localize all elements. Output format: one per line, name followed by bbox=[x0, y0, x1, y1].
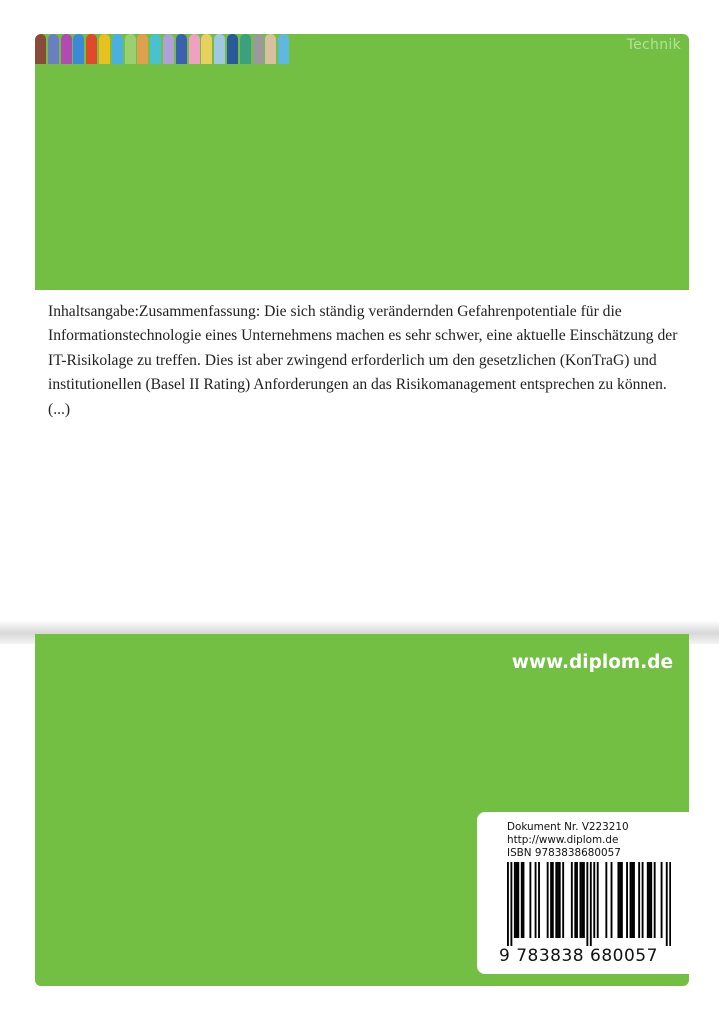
isbn-number: ISBN 9783838680057 bbox=[507, 847, 621, 860]
color-stripes bbox=[35, 34, 291, 64]
barcode-bar bbox=[642, 862, 644, 938]
document-url[interactable]: http://www.diplom.de bbox=[507, 834, 619, 847]
barcode-bar bbox=[529, 862, 531, 938]
blurb-text: Inhaltsangabe:Zusammenfassung: Die sich ständig verändernden Gefahrenpotentiale für die Informationstechnologie eines Unternehmens machen es sehr schwer, eine aktuelle Einschätzung der IT-Risikolage zu treffen. Dies ist aber zwingend erforderlich um den gesetzlichen (KonTraG) und institutionellen (Basel II Rating) Anforderungen an das Risikomanagement entsprechen zu können. (...) bbox=[48, 303, 678, 418]
category-label: Technik bbox=[626, 37, 681, 53]
barcode-bar bbox=[586, 862, 588, 946]
barcode-bar bbox=[521, 862, 523, 938]
color-stripe bbox=[201, 34, 212, 64]
barcode-bar bbox=[507, 862, 509, 946]
color-stripe bbox=[278, 34, 289, 64]
barcode-bar bbox=[650, 862, 652, 938]
barcode-bar bbox=[621, 862, 623, 938]
barcode-bar bbox=[654, 862, 656, 938]
barcode-bar bbox=[649, 862, 651, 938]
barcode-bar bbox=[510, 862, 512, 946]
barcode-bar bbox=[517, 862, 519, 938]
color-stripe bbox=[99, 34, 110, 64]
barcode-bar bbox=[555, 862, 557, 938]
barcode-bar bbox=[611, 862, 613, 938]
barcode-bar bbox=[562, 862, 564, 938]
barcode-bar bbox=[626, 862, 628, 938]
barcode-bar bbox=[631, 862, 633, 938]
barcode-bar bbox=[669, 862, 671, 946]
color-stripe bbox=[227, 34, 238, 64]
color-stripe bbox=[125, 34, 136, 64]
barcode-bar bbox=[617, 862, 619, 938]
barcode-bar bbox=[581, 862, 583, 938]
color-stripe bbox=[253, 34, 264, 64]
barcode-bar bbox=[576, 862, 578, 938]
barcode-image bbox=[507, 862, 671, 946]
color-stripe bbox=[265, 34, 276, 64]
barcode-bar bbox=[619, 862, 621, 938]
barcode-bar bbox=[633, 862, 635, 938]
isbn-label bbox=[477, 812, 689, 974]
barcode-bar bbox=[666, 862, 668, 946]
barcode-bar bbox=[597, 862, 599, 938]
barcode-bar bbox=[557, 862, 559, 938]
color-stripe bbox=[86, 34, 97, 64]
color-stripe bbox=[189, 34, 200, 64]
barcode-bar bbox=[535, 862, 537, 938]
color-stripe bbox=[112, 34, 123, 64]
barcode-bar bbox=[547, 862, 549, 938]
barcode-bar bbox=[647, 862, 649, 938]
barcode-bar bbox=[590, 862, 592, 946]
color-stripe bbox=[240, 34, 251, 64]
barcode-bar bbox=[661, 862, 663, 938]
barcode-digits: 9 783838 680057 bbox=[499, 946, 658, 966]
barcode-bar bbox=[571, 862, 573, 938]
barcode-bar bbox=[630, 862, 632, 938]
color-stripe bbox=[48, 34, 59, 64]
barcode-bar bbox=[605, 862, 607, 938]
barcode-bar bbox=[538, 862, 540, 938]
color-stripe bbox=[35, 34, 46, 64]
color-stripe bbox=[163, 34, 174, 64]
color-stripe bbox=[214, 34, 225, 64]
color-stripe bbox=[73, 34, 84, 64]
color-stripe bbox=[176, 34, 187, 64]
cover-top-panel bbox=[35, 34, 689, 290]
barcode-bar bbox=[514, 862, 516, 938]
barcode-bar bbox=[638, 862, 640, 938]
barcode-bar bbox=[593, 862, 595, 938]
barcode-bar bbox=[552, 862, 554, 938]
color-stripe bbox=[150, 34, 161, 64]
color-stripe bbox=[137, 34, 148, 64]
barcode-bar bbox=[516, 862, 518, 938]
barcode-bar bbox=[523, 862, 525, 938]
document-info bbox=[507, 821, 629, 861]
color-stripe bbox=[61, 34, 72, 64]
publisher-website[interactable]: www.diplom.de bbox=[511, 652, 673, 673]
barcode-bar bbox=[580, 862, 582, 938]
barcode-bar bbox=[550, 862, 552, 938]
barcode-bar bbox=[574, 862, 576, 938]
barcode-bar bbox=[583, 862, 585, 938]
document-number: Dokument Nr. V223210 bbox=[507, 821, 629, 833]
barcode-bar bbox=[559, 862, 561, 938]
cover-bottom-panel bbox=[35, 634, 689, 986]
